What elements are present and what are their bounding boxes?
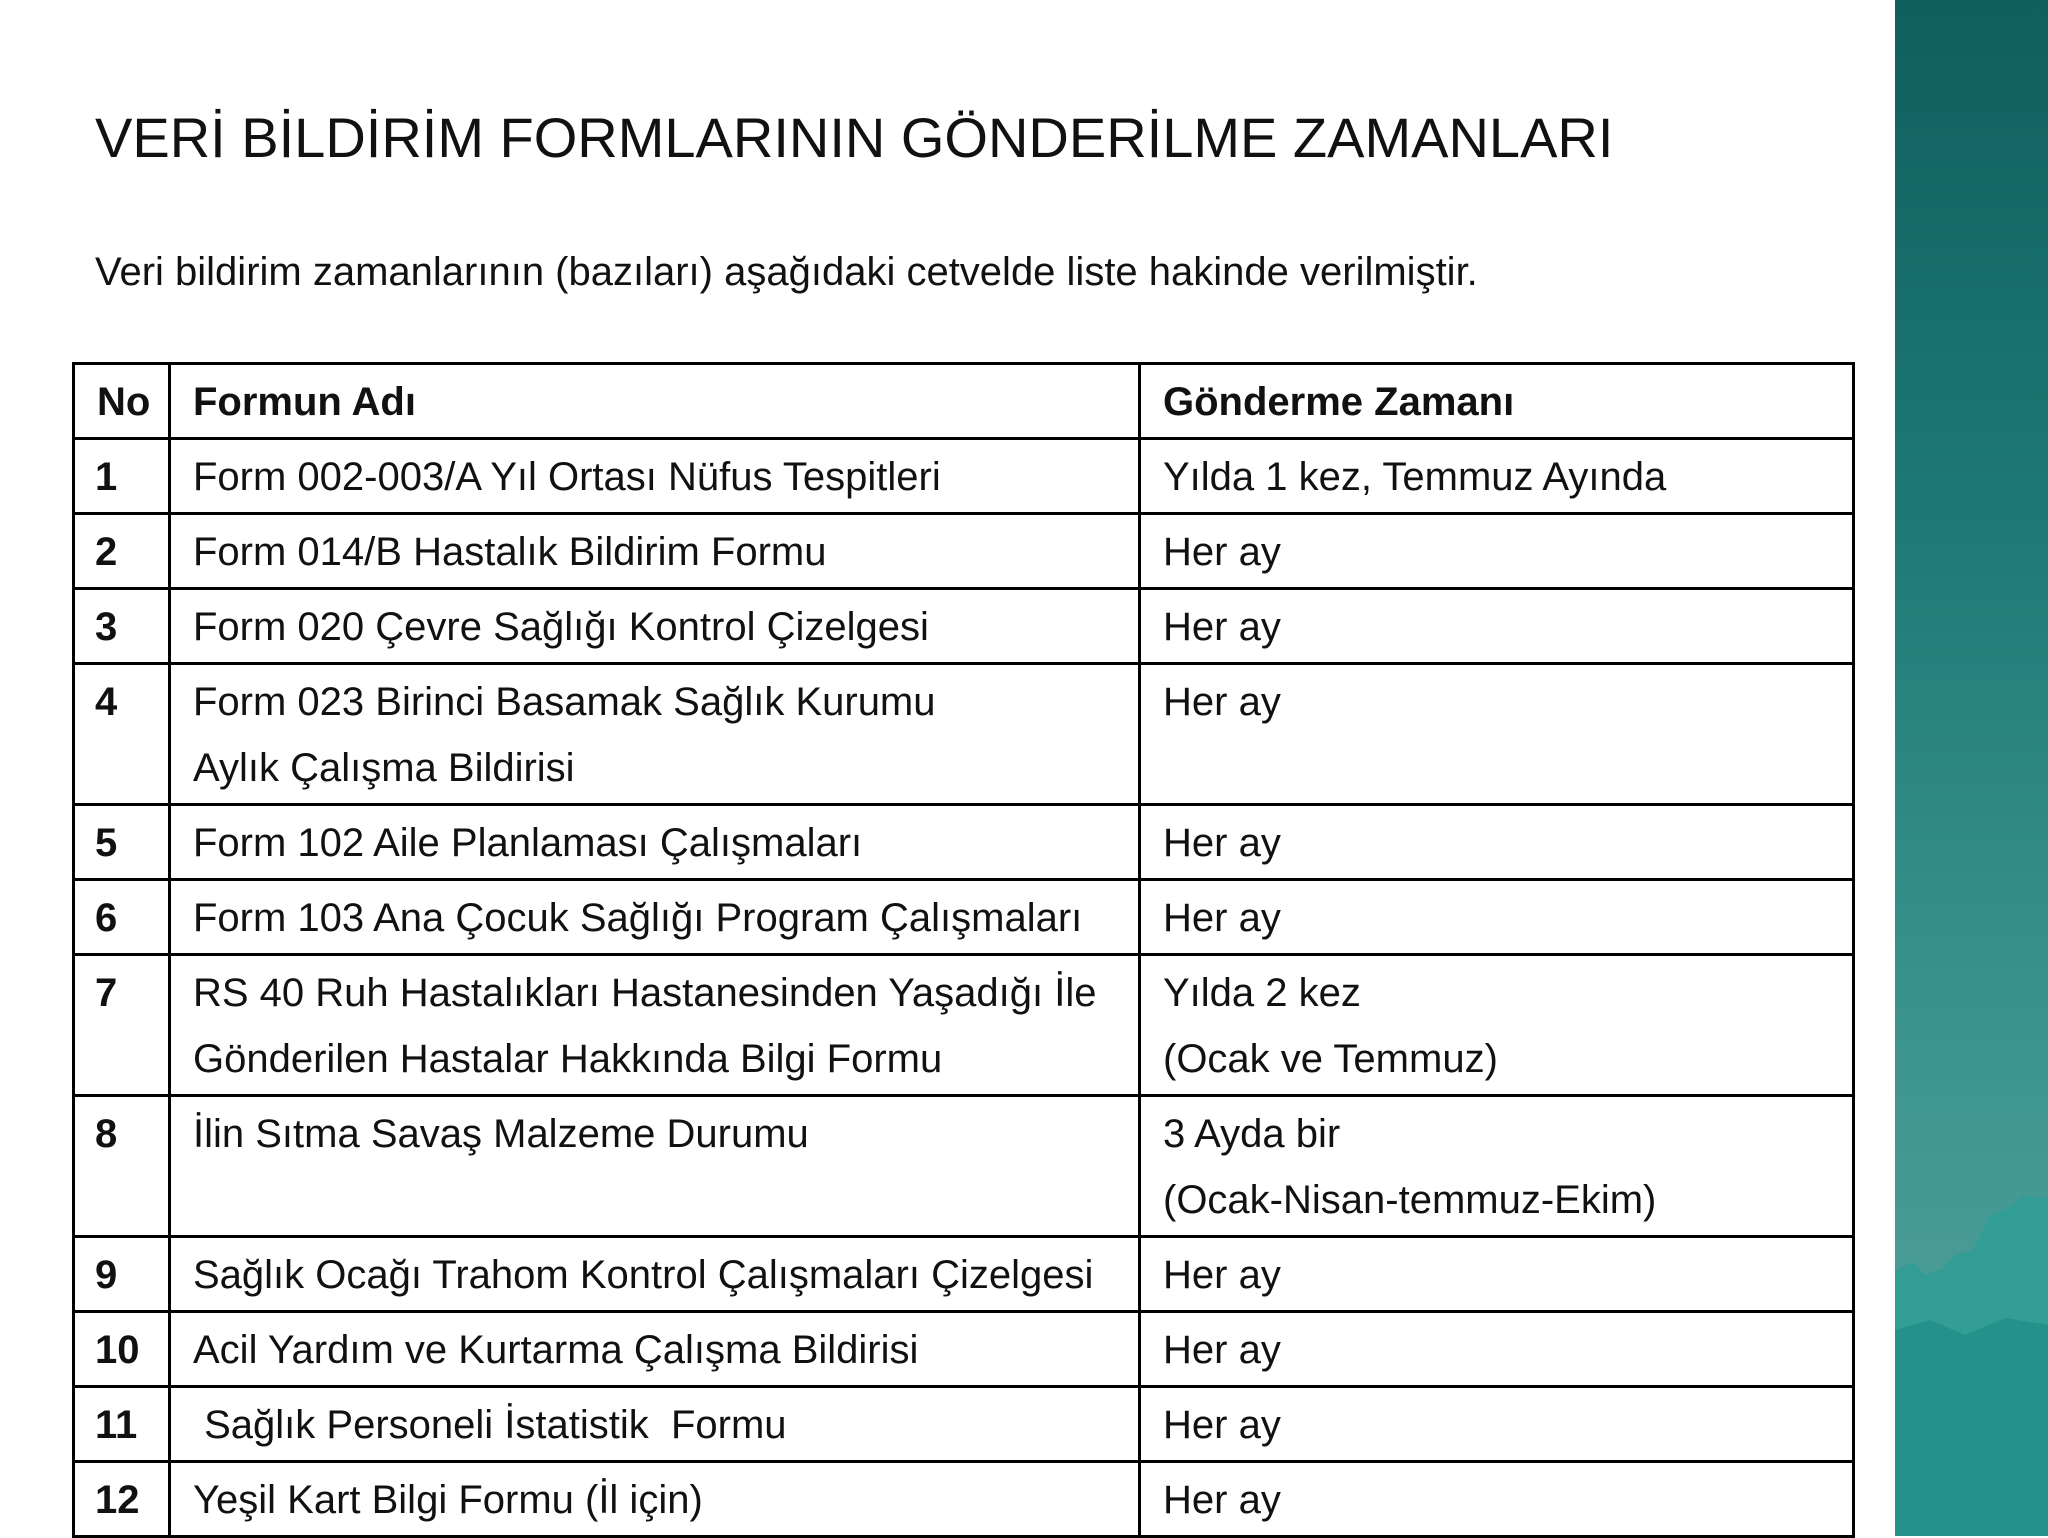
send-time-cell: [1140, 1387, 1854, 1462]
send-time-line: Her ay: [1163, 1328, 1281, 1372]
form-name-line: RS 40 Ruh Hastalıkları Hastanesinden Yaşadığı İle: [193, 971, 1097, 1015]
send-time-cell: [1140, 439, 1854, 514]
table-row: [74, 664, 1854, 805]
send-time-line: (Ocak-Nisan-temmuz-Ekim): [1163, 1178, 1657, 1222]
table-row: [74, 1312, 1854, 1387]
row-number: 7: [74, 955, 170, 1096]
send-time-line: Yılda 1 kez, Temmuz Ayında: [1163, 455, 1667, 499]
send-time-line: Her ay: [1163, 1403, 1281, 1447]
send-time-cell: [1140, 1096, 1854, 1237]
send-time-line: Her ay: [1163, 605, 1281, 649]
form-name-line: Sağlık Ocağı Trahom Kontrol Çalışmaları Çizelgesi: [193, 1253, 1094, 1297]
form-name-line: Form 103 Ana Çocuk Sağlığı Program Çalışmaları: [193, 896, 1083, 940]
send-time-line: 3 Ayda bir: [1163, 1112, 1341, 1156]
form-name-cell: [170, 1096, 1140, 1237]
forms-table: [72, 362, 1855, 1538]
form-name-line: Yeşil Kart Bilgi Formu (İl için): [193, 1478, 703, 1522]
row-number: 10: [74, 1312, 170, 1387]
form-name-line: Form 002-003/A Yıl Ortası Nüfus Tespitleri: [193, 455, 941, 499]
send-time-cell: [1140, 664, 1854, 805]
slide-title: VERİ BİLDİRİM FORMLARININ GÖNDERİLME ZAMANLARI: [95, 106, 1614, 169]
send-time-cell: [1140, 1462, 1854, 1537]
form-name-line: Form 020 Çevre Sağlığı Kontrol Çizelgesi: [193, 605, 929, 649]
send-time-cell: [1140, 589, 1854, 664]
header-form-name: Formun Adı: [170, 364, 1140, 439]
table-header-row: [74, 364, 1854, 439]
table-row: [74, 1387, 1854, 1462]
send-time-cell: [1140, 1237, 1854, 1312]
form-name-line: İlin Sıtma Savaş Malzeme Durumu: [193, 1112, 809, 1156]
row-number: 5: [74, 805, 170, 880]
form-name-cell: [170, 880, 1140, 955]
row-number: 8: [74, 1096, 170, 1237]
send-time-line: Her ay: [1163, 1478, 1281, 1522]
table-row: [74, 1237, 1854, 1312]
form-name-cell: [170, 1462, 1140, 1537]
form-name-cell: [170, 514, 1140, 589]
send-time-line: Her ay: [1163, 896, 1281, 940]
form-name-cell: [170, 805, 1140, 880]
form-name-cell: [170, 589, 1140, 664]
form-name-cell: [170, 1312, 1140, 1387]
form-name-line: Acil Yardım ve Kurtarma Çalışma Bildirisi: [193, 1328, 919, 1372]
header-no: No: [74, 364, 170, 439]
send-time-cell: [1140, 1312, 1854, 1387]
form-name-line: Form 023 Birinci Basamak Sağlık Kurumu: [193, 680, 936, 724]
row-number: 11: [74, 1387, 170, 1462]
table-row: [74, 1096, 1854, 1237]
form-name-cell: [170, 1237, 1140, 1312]
send-time-line: Her ay: [1163, 530, 1281, 574]
send-time-cell: [1140, 514, 1854, 589]
send-time-cell: [1140, 955, 1854, 1096]
table-row: [74, 589, 1854, 664]
table-row: [74, 805, 1854, 880]
send-time-line: Yılda 2 kez: [1163, 971, 1361, 1015]
form-name-cell: [170, 439, 1140, 514]
slide-subtitle: Veri bildirim zamanlarının (bazıları) aşağıdaki cetvelde liste hakinde verilmiştir.: [95, 250, 1478, 294]
table-row: [74, 880, 1854, 955]
form-name-cell: [170, 955, 1140, 1096]
header-send-time: Gönderme Zamanı: [1140, 364, 1854, 439]
send-time-cell: [1140, 880, 1854, 955]
table-row: [74, 955, 1854, 1096]
form-name-line: Aylık Çalışma Bildirisi: [193, 746, 575, 790]
send-time-line: Her ay: [1163, 1253, 1281, 1297]
row-number: 2: [74, 514, 170, 589]
decorative-side-panel: [1895, 0, 2048, 1536]
table-row: [74, 439, 1854, 514]
send-time-line: Her ay: [1163, 821, 1281, 865]
form-name-line: Form 014/B Hastalık Bildirim Formu: [193, 530, 827, 574]
send-time-line: Her ay: [1163, 680, 1281, 724]
send-time-line: (Ocak ve Temmuz): [1163, 1037, 1498, 1081]
table-row: [74, 514, 1854, 589]
table-row: [74, 1462, 1854, 1537]
form-name-line: Sağlık Personeli İstatistik Formu: [193, 1403, 787, 1447]
table-body: [74, 439, 1854, 1537]
mountain-silhouette-icon: [1895, 0, 2048, 1536]
form-name-cell: [170, 664, 1140, 805]
form-name-line: Gönderilen Hastalar Hakkında Bilgi Formu: [193, 1037, 943, 1081]
row-number: 12: [74, 1462, 170, 1537]
send-time-cell: [1140, 805, 1854, 880]
row-number: 6: [74, 880, 170, 955]
row-number: 1: [74, 439, 170, 514]
form-name-line: Form 102 Aile Planlaması Çalışmaları: [193, 821, 863, 865]
row-number: 3: [74, 589, 170, 664]
form-name-cell: [170, 1387, 1140, 1462]
row-number: 4: [74, 664, 170, 805]
row-number: 9: [74, 1237, 170, 1312]
